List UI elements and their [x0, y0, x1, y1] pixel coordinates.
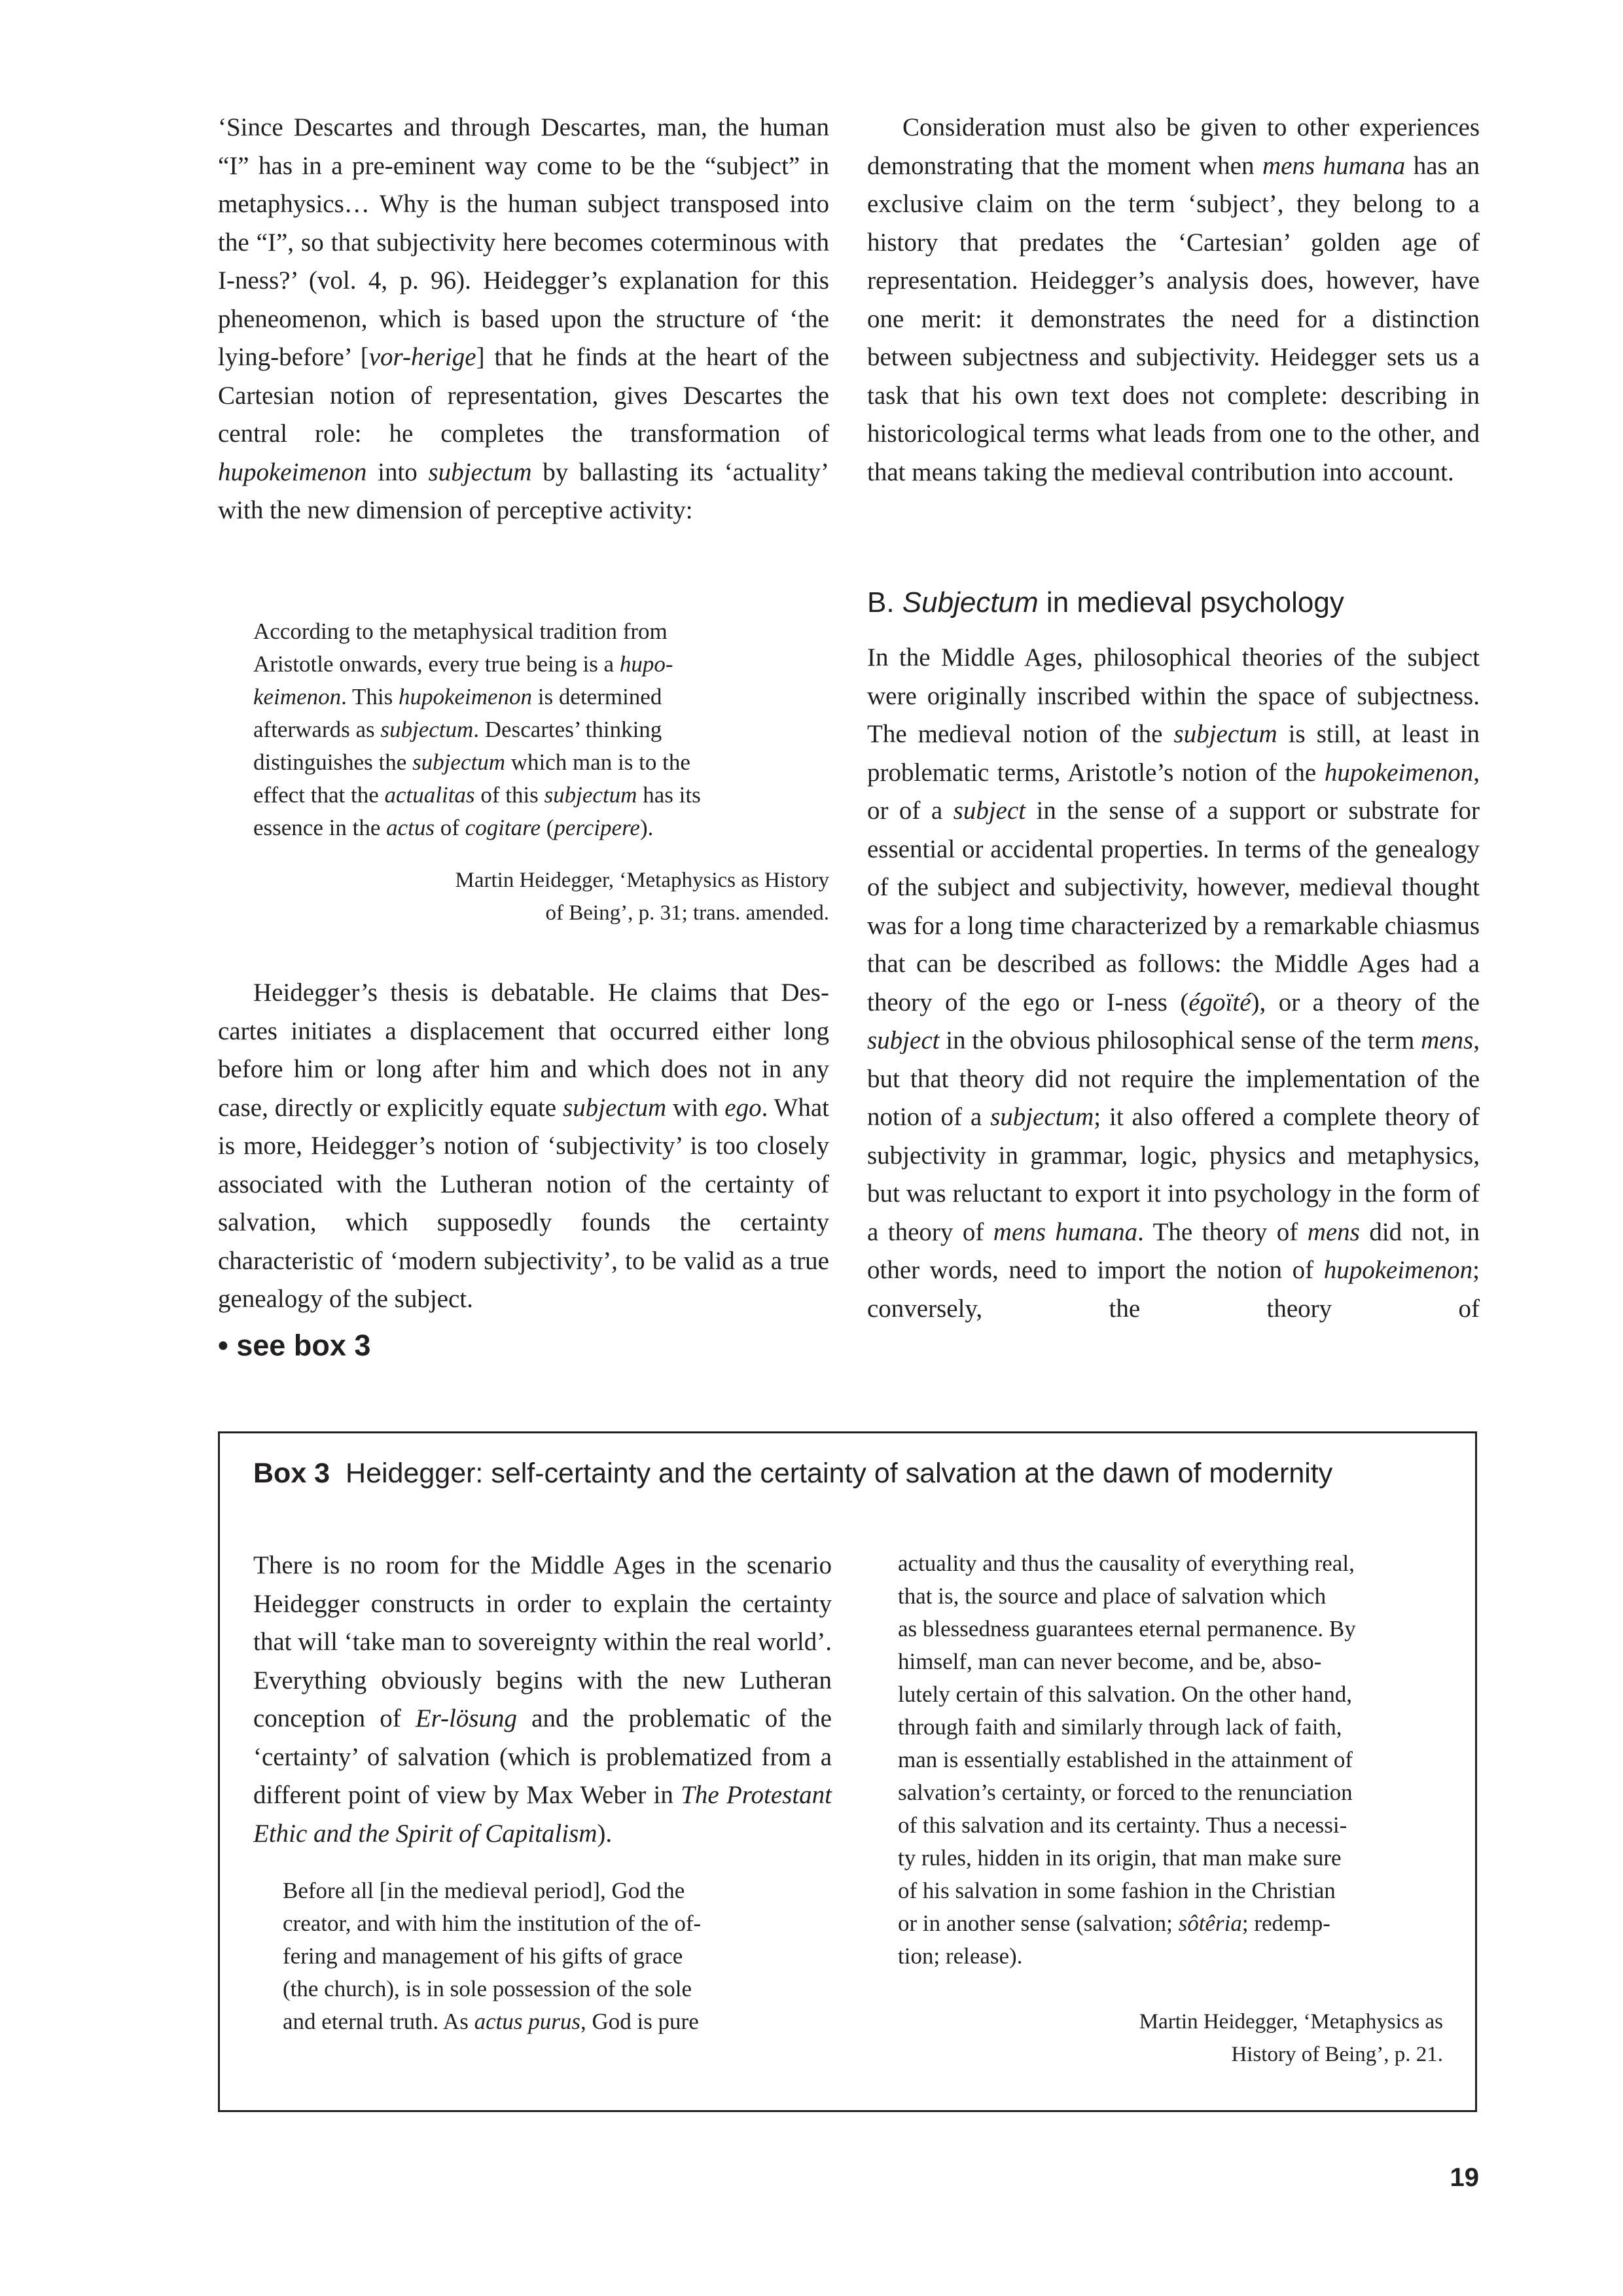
text-run: has an exclusive claim on the term ‘subject’, they belong to a history that predates the ‘Cartesian’ golden age of representation. Heidegger’s analysis does, however, have one merit: it demonstrates the need for a distinction between subjectness and subjectivity. Heidegger sets us a task that his own text does not complete: describing in historicological terms what leads from one to the other, and that means taking the medieval contribution into account.	[867, 151, 1480, 486]
section-heading	[867, 584, 1344, 621]
italic-term: hupokeimenon	[1324, 758, 1474, 787]
text-run: actuality and thus the causality of everything real, that is, the source and place of salvation which as blessedness guarantees eternal permanence. By himself, man can never become, and be, abso- lutely certain of this salvation. On the other hand, through faith and similarly through lack of faith, man is essentially established in the attainment of salvation’s certainty, or forced to the renunciation of this salvation and its certainty. Thus a necessi- ty rules, hidden in its origin, that man make sure of his salvation in some fashion in the Christian or in another sense (salvation;	[898, 1551, 1356, 1936]
italic-term: hupokeimenon	[1323, 1256, 1473, 1284]
text-run: ), or a theory of the	[1251, 988, 1480, 1016]
left-paragraph-2	[218, 974, 829, 1319]
text-run: is determined afterwards as	[253, 684, 662, 742]
italic-term: vor-herige	[368, 343, 476, 371]
text-run: Heidegger’s thesis is debatable. He claims that Descartes initiates a displacement that occurred either long before him or long after him and which does not in any case, directly or explicitly equate	[218, 978, 829, 1122]
box-title	[253, 1453, 1431, 1494]
box-label: Box 3	[253, 1458, 330, 1489]
text-run: ] that he finds at the heart of the Cartesian notion of representation, gives Descartes the central role: he completes the transformation of	[218, 343, 829, 448]
italic-term: The Protestant Ethic and the Spirit of Capitalism	[253, 1781, 832, 1848]
box-paragraph	[253, 1547, 832, 1853]
text-run: of this	[474, 782, 544, 808]
italic-term: cogitare	[465, 815, 541, 840]
quote-citation: Martin Heidegger, ‘Metaphysics as History of Being’, p. 31; trans. amended.	[455, 869, 829, 925]
page-number: 19	[1450, 2163, 1479, 2192]
italic-term: ego	[724, 1093, 762, 1122]
italic-term: actus	[386, 815, 435, 840]
italic-term: mens	[1421, 1026, 1474, 1054]
text-run: ).	[597, 1819, 613, 1848]
text-run: in medieval psychology	[1038, 586, 1344, 619]
text-run: is still, at least in problematic terms, Aristotle’s notion of the	[867, 720, 1480, 787]
italic-term: Er-lösung	[415, 1704, 518, 1732]
italic-term: actus purus	[474, 2009, 580, 2034]
italic-term: mens humana	[1262, 151, 1406, 180]
box-quote-left	[283, 1874, 806, 2038]
italic-term: subjectum	[563, 1093, 667, 1122]
text-run: (	[541, 815, 554, 840]
italic-term: mens	[1307, 1217, 1360, 1246]
italic-term: hupokeimenon	[398, 684, 533, 709]
text-run: with	[666, 1093, 725, 1122]
block-quote-heidegger	[253, 615, 829, 844]
text-run: . What is more, Heidegger’s notion of ‘subjectivity’ is too closely associated with the Lutheran notion of the certainty of salvation, which supposedly founds the certainty characteristic of ‘modern subjectivity’, to be valid as a true genealogy of the subject.	[218, 1093, 829, 1313]
italic-term: Subjectum	[902, 586, 1039, 619]
text-run: of	[435, 815, 465, 840]
text-run: . This	[341, 684, 399, 709]
text-run: ).	[639, 815, 654, 840]
text-run: in the obvious philosophical sense of the term	[939, 1026, 1421, 1054]
text-run: Before all [in the medieval period], God the creator, and with him the institution of the of- fering and management of his gifts of grace (the church), is in sole possession of the sole and eternal truth. As	[283, 1878, 702, 2034]
text-run: by ballasting its ‘actuality’ with the new dimension of perceptive activity:	[218, 457, 830, 524]
box-quote-citation: Martin Heidegger, ‘Metaphysics as History of Being’, p. 21.	[1139, 2010, 1443, 2066]
italic-term: subjectum	[990, 1103, 1094, 1131]
text-run: , God is pure	[580, 2009, 699, 2034]
italic-term: subjectum	[428, 457, 532, 486]
text-run: In the Middle Ages, philosophical theories of the subject were originally inscribed within the space of subjectness. The medieval notion of the	[867, 643, 1480, 748]
see-box-link[interactable]: • see box 3	[218, 1329, 371, 1362]
italic-term: subjectum	[380, 717, 474, 742]
text-run: . Descartes’ thinking distinguishes the	[253, 717, 662, 775]
italic-term: percipere	[554, 815, 640, 840]
italic-term: sôtêria	[1178, 1910, 1242, 1936]
text-run: into	[366, 457, 429, 486]
text-run: and the problematic of the ‘certainty’ of salvation (which is problematized from a different point of view by Max Weber in	[253, 1704, 832, 1809]
text-run: ; it also offered a complete theory of subjectivity in grammar, logic, physics and metaphysics, but was reluctant to export it into psychology in the form of a theory of	[867, 1103, 1480, 1246]
italic-term: actualitas	[384, 782, 475, 808]
text-run: B.	[867, 586, 902, 619]
box-quote-right	[898, 1547, 1461, 1973]
italic-term: subject	[953, 797, 1026, 825]
italic-term: subject	[867, 1026, 940, 1054]
italic-term: subjectum	[544, 782, 637, 808]
text-run: There is no room for the Middle Ages in the scenario Heidegger constructs in order to explain the certainty that will ‘take man to sovereignty within the real world’. Everything obviously begins with the new Lutheran conception of	[253, 1551, 832, 1732]
text-run: in the sense of a support or substrate for essential or accidental properties. In terms of the genealogy of the subject and subjectivity, however, medieval thought was for a long time characterized by a remarkable chiasmus that can be described as follows: the Middle Ages had a theory of the ego or I-ness (	[867, 797, 1480, 1016]
text-run: , but that theory did not require the implementation of the notion of a	[867, 1026, 1480, 1131]
box-title-text: Heidegger: self-certainty and the certainty of salvation at the dawn of modernity	[346, 1458, 1333, 1489]
text-run: ; conversely, the theory of	[867, 1256, 1480, 1323]
right-paragraph-2	[867, 639, 1480, 1328]
italic-term: hupo- keimenon	[253, 651, 673, 709]
italic-term: subjectum	[412, 749, 505, 775]
text-run: . The theory of	[1137, 1217, 1308, 1246]
italic-term: subjectum	[1173, 720, 1277, 748]
italic-term: mens humana	[993, 1217, 1138, 1246]
text-run: Consideration must also be given to other experiences demonstrating that the moment when	[867, 113, 1480, 180]
italic-term: égoïté	[1188, 988, 1251, 1016]
left-paragraph-1	[218, 109, 829, 530]
text-run: , or of a	[867, 758, 1480, 825]
text-run: did not, in other words, need to import the notion of	[867, 1217, 1480, 1284]
text-run: which man is to the effect that the	[253, 749, 690, 808]
right-paragraph-1	[867, 109, 1480, 492]
text-run: has its essence in the	[253, 782, 701, 840]
text-run: According to the metaphysical tradition from Aristotle onwards, every true being is a	[253, 619, 668, 677]
text-run: ‘Since Descartes and through Descartes, man, the human “I” has in a pre-eminent way come to be the “subject” in metaphysics… Why is the human subject transposed into the “I”, so that subjectivity here becomes coterminous with I-ness?’ (vol. 4, p. 96). Heidegger’s explanation for this pheneomenon, which is based upon the structure of ‘the lying-before’ [	[218, 113, 829, 371]
italic-term: hupokeimenon	[218, 457, 367, 486]
text-run: ; redemp- tion; release).	[898, 1910, 1330, 1969]
